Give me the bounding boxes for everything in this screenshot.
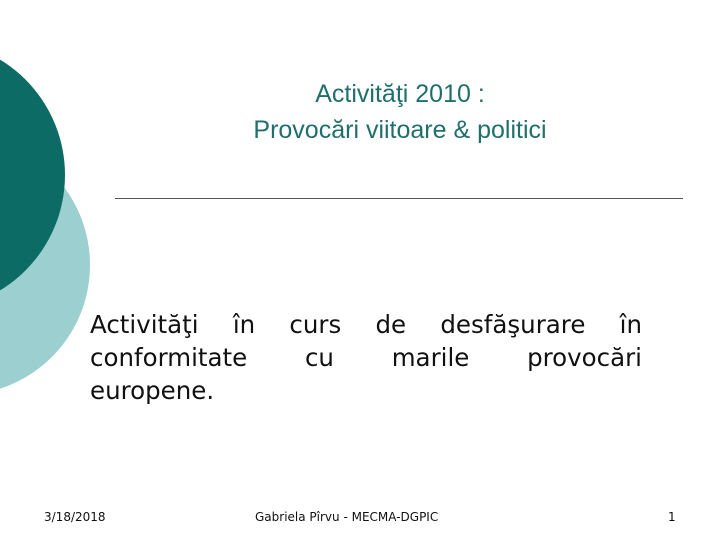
body-line-2 [90, 341, 642, 374]
body-word: europene. [90, 376, 215, 405]
footer-page-number: 1 [668, 510, 676, 524]
body-word: în [619, 310, 642, 339]
body-word: desfăşurare [440, 310, 586, 339]
footer-date: 3/18/2018 [44, 510, 106, 524]
body-word: provocări [527, 343, 642, 372]
body-text [90, 308, 642, 407]
footer-author: Gabriela Pîrvu - MECMA-DGPIC [255, 510, 439, 524]
body-word: Activităţi [90, 310, 199, 339]
title-divider [115, 198, 683, 199]
body-word: marile [391, 343, 470, 372]
body-word: în [232, 310, 256, 339]
title-line-1: Activităţi 2010 : [315, 80, 485, 108]
title-line-2: Provocări viitoare & politici [253, 116, 547, 144]
body-line-1 [90, 308, 642, 341]
body-word: conformitate [90, 343, 248, 372]
body-word: de [375, 310, 407, 339]
body-word: cu [304, 343, 334, 372]
body-word: curs [289, 310, 342, 339]
slide-title [130, 76, 670, 148]
body-line-3 [90, 374, 642, 407]
